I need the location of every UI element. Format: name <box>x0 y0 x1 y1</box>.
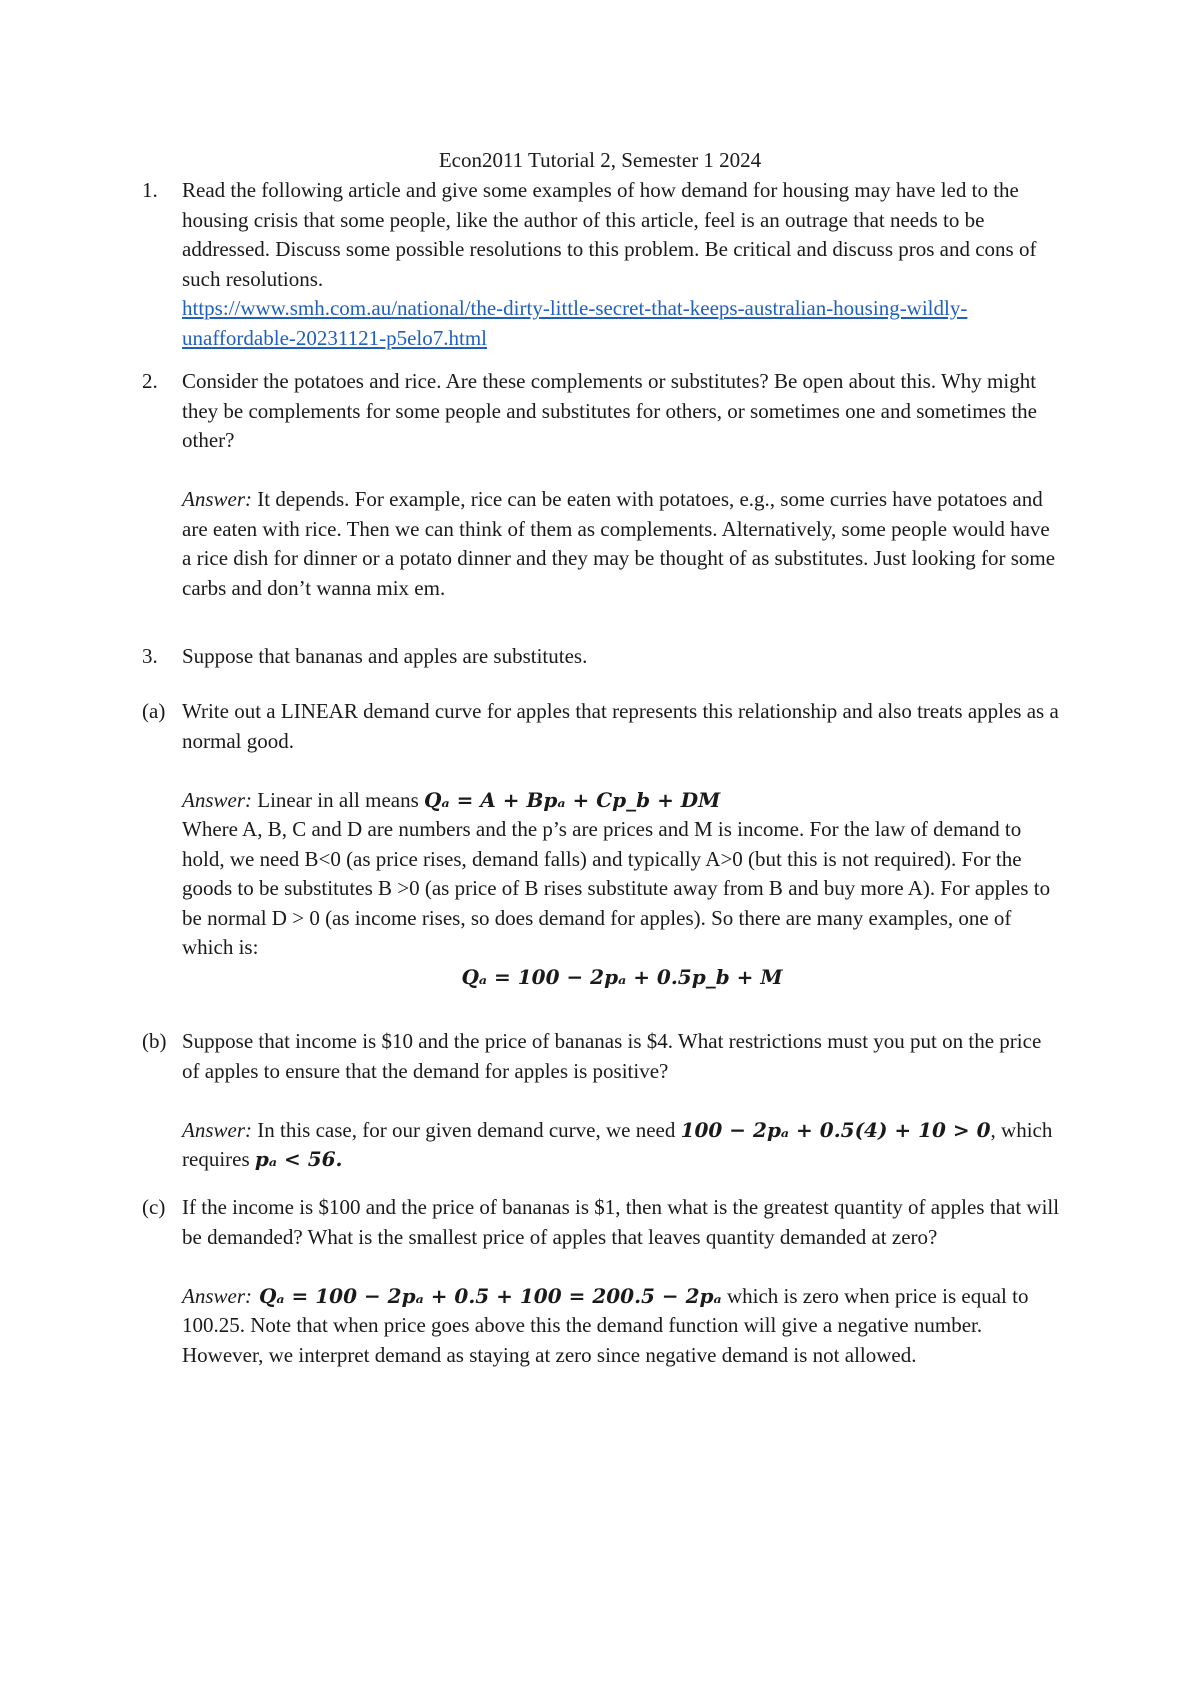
answer-text: In this case, for our given demand curve, we need <box>252 1117 681 1142</box>
question-3c <box>142 1193 1062 1370</box>
answer-text: which is zero when price is equal to 100.25. Note that when price goes above this the demand function will give a negative number. However, we interpret demand as staying at zero since negative demand is not allowed. <box>182 1283 1029 1367</box>
question-3 <box>142 642 1062 672</box>
answer-paragraph <box>182 1116 1062 1175</box>
part-text: Suppose that income is $10 and the price of bananas is $4. What restrictions must you put on the price of apples to ensure that the demand for apples is positive? <box>182 1029 1042 1083</box>
answer-label: Answer: <box>182 1117 252 1142</box>
answer-paragraph <box>182 485 1062 603</box>
question-3a <box>142 697 1062 992</box>
demand-at-income-100-equation: Qₐ = 100 − 2pₐ + 0.5 + 100 = 200.5 − 2pₐ <box>252 1283 722 1308</box>
part-label: (c) <box>142 1195 166 1219</box>
question-number: 1. <box>142 178 158 202</box>
positivity-inequality: 100 − 2pₐ + 0.5(4) + 10 > 0 <box>680 1117 991 1142</box>
question-number: 3. <box>142 644 158 668</box>
article-link[interactable]: https://www.smh.com.au/national/the-dirty-little-secret-that-keeps-australian-housing-wildly-unaffordable-20231121-p5elo7.html <box>182 296 968 350</box>
price-restriction: pₐ < 56. <box>254 1147 343 1171</box>
question-1 <box>142 176 1062 353</box>
question-2 <box>142 367 1062 603</box>
linear-demand-equation: Qₐ = A + Bpₐ + Cp_b + DM <box>424 787 721 812</box>
question-number: 2. <box>142 369 158 393</box>
answer-label: Answer: <box>182 787 252 812</box>
answer-paragraph <box>182 1282 1062 1371</box>
part-label: (b) <box>142 1029 167 1053</box>
example-demand-equation: Qₐ = 100 − 2pₐ + 0.5p_b + M <box>461 964 783 989</box>
answer-text: , which requires <box>182 1117 1053 1171</box>
answer-label: Answer: <box>182 487 252 511</box>
answer-paragraph <box>182 786 1062 816</box>
question-3b <box>142 1027 1062 1175</box>
document-title: Econ2011 Tutorial 2, Semester 1 2024 <box>438 148 762 172</box>
answer-text: It depends. For example, rice can be eaten with potatoes, e.g., some curries have potatoes and are eaten with rice. Then we can think of them as complements. Alternatively, some people would have a rice dish for dinner or a potato dinner and they may be thought of as substitutes. Just looking for some carbs and don’t wanna mix em. <box>182 487 1056 600</box>
part-label: (a) <box>142 699 166 723</box>
answer-text: Where A, B, C and D are numbers and the p’s are prices and M is income. For the law of demand to hold, we need B<0 (as price rises, demand falls) and typically A>0 (but this is not required). For the goods to be substitutes B >0 (as price of B rises substitute away from B and buy more A). For apples to be normal D > 0 (as income rises, so does demand for apples). So there are many examples, one of which is: <box>182 817 1051 959</box>
question-text: Suppose that bananas and apples are substitutes. <box>182 644 588 668</box>
answer-label: Answer: <box>182 1283 252 1308</box>
part-text: If the income is $100 and the price of bananas is $1, then what is the greatest quantity of apples that will be demanded? What is the smallest price of apples that leaves quantity demanded at zero? <box>182 1195 1060 1249</box>
question-text: Read the following article and give some examples of how demand for housing may have led to the housing crisis that some people, like the author of this article, feel is an outrage that needs to be addressed. Discuss some possible resolutions to this problem. Be critical and discuss pros and cons of such resolutions. <box>182 178 1037 291</box>
question-text: Consider the potatoes and rice. Are these complements or substitutes? Be open about this. Why might they be complements for some people and substitutes for others, or sometimes one and sometimes the other? <box>182 369 1037 452</box>
part-text: Write out a LINEAR demand curve for apples that represents this relationship and also treats apples as a normal good. <box>182 699 1059 753</box>
answer-text: Linear in all means <box>252 787 425 812</box>
